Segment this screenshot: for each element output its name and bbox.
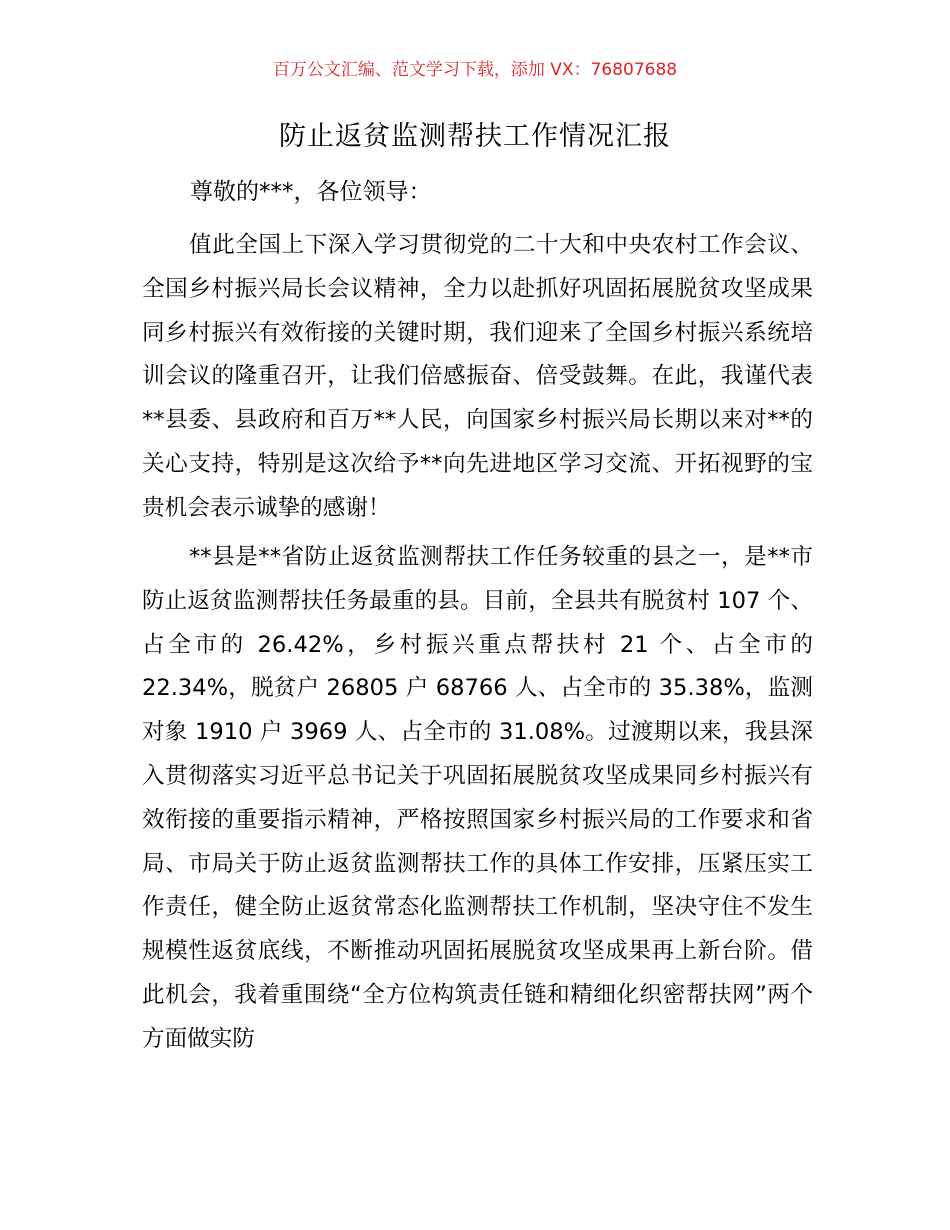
paragraph-county-overview: **县是**省防止返贫监测帮扶工作任务较重的县之一，是**市防止返贫监测帮扶任务最重的县。目前，全县共有脱贫村 107 个、占全市的 26.42%，乡村振兴重点帮扶村 21 个、占全市的 22.34%，脱贫户 26805 户 68766 人、占全市的 35.38%，监测对象 1910 户 3969 人、占全市的 31.08%。过渡期以来，我县深入贯彻落实习近平总书记关于巩固拓展脱贫攻坚成果同乡村振兴有效衔接的重要指示精神，严格按照国家乡村振兴局的工作要求和省局、市局关于防止返贫监测帮扶工作的具体工作安排，压紧压实工作责任，健全防止返贫常态化监测帮扶工作机制，坚决守住不发生规模性返贫底线，不断推动巩固拓展脱贫攻坚成果再上新台阶。借此机会，我着重围绕“全方位构筑责任链和精细化织密帮扶网”两个方面做实防 (142, 544, 813, 1052)
paragraph-intro: 值此全国上下深入学习贯彻党的二十大和中央农村工作会议、全国乡村振兴局长会议精神，全力以赴抓好巩固拓展脱贫攻坚成果同乡村振兴有效衔接的关键时期，我们迎来了全国乡村振兴系统培训会议的隆重召开，让我们倍感振奋、倍受鼓舞。在此，我谨代表**县委、县政府和百万**人民，向国家乡村振兴局长期以来对**的关心支持，特别是这次给予**向先进地区学习交流、开拓视野的宝贵机会表示诚挚的感谢！ (142, 232, 813, 521)
watermark-text: 百万公文汇编、范文学习下载，添加 VX：76807688 (272, 60, 678, 80)
salutation: 尊敬的***，各位领导： (190, 179, 432, 205)
document-title: 防止返贫监测帮扶工作情况汇报 (279, 121, 671, 152)
